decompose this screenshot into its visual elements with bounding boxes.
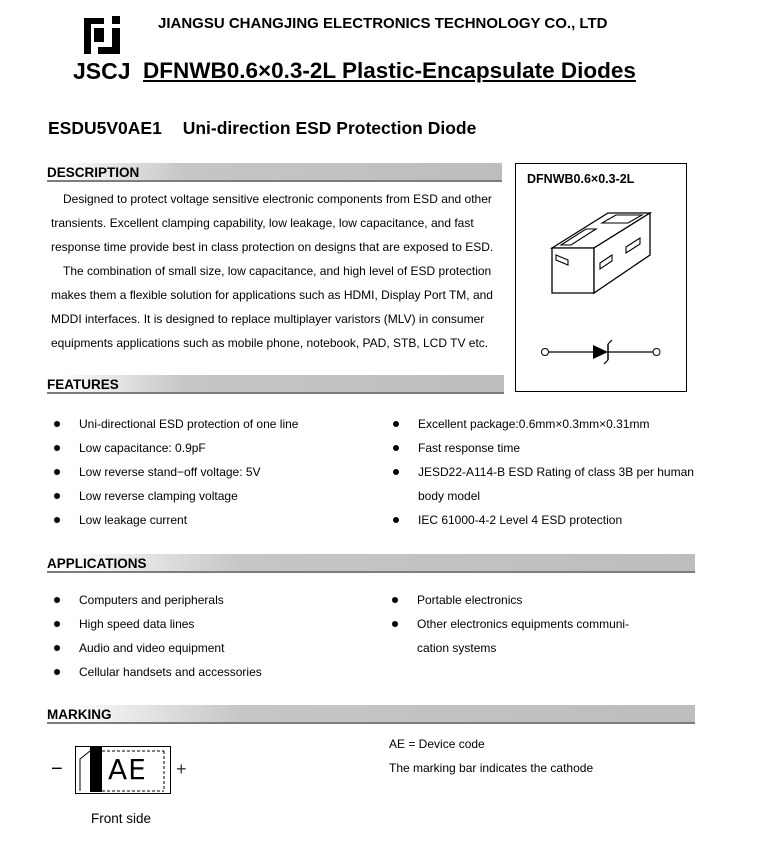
bullet-icon [54, 669, 60, 675]
bullet-icon [54, 621, 60, 627]
package-3d-icon [546, 205, 656, 300]
bullet-icon [54, 445, 60, 451]
list-item: Uni-directional ESD protection of one line [49, 412, 298, 436]
company-name: JIANGSU CHANGJING ELECTRONICS TECHNOLOGY CO., LTD [158, 15, 608, 32]
list-item-continuation: cation systems [417, 641, 497, 655]
company-logo-icon [84, 16, 128, 56]
logo-text: JSCJ [73, 58, 131, 84]
bullet-icon [393, 517, 399, 523]
list-item: Cellular handsets and accessories [49, 660, 262, 684]
list-item: IEC 61000-4-2 Level 4 ESD protection [388, 508, 694, 532]
list-item: Excellent package:0.6mm×0.3mm×0.31mm [388, 412, 694, 436]
bullet-icon [54, 493, 60, 499]
list-item: Fast response time [388, 436, 694, 460]
list-item: Audio and video equipment [49, 636, 262, 660]
features-heading: FEATURES [47, 375, 504, 394]
list-item: Portable electronics [387, 588, 629, 612]
list-item: Low leakage current [49, 508, 298, 532]
bullet-icon [392, 597, 398, 603]
part-title [48, 118, 476, 139]
list-item: Other electronics equipments communi- [387, 612, 629, 636]
bullet-icon [54, 517, 60, 523]
front-side-label: Front side [91, 811, 152, 826]
minus-sign: − [51, 758, 63, 780]
list-item-continuation: body model [418, 489, 481, 503]
bullet-icon [393, 421, 399, 427]
applications-heading: APPLICATIONS [47, 554, 695, 573]
package-figure-title: DFNWB0.6×0.3-2L [527, 172, 635, 186]
applications-list-right [387, 588, 629, 660]
bullet-icon [54, 597, 60, 603]
bullet-icon [392, 621, 398, 627]
bullet-icon [54, 421, 60, 427]
features-list-left [49, 412, 298, 532]
package-title: DFNWB0.6×0.3-2L Plastic-Encapsulate Diodes [143, 58, 636, 83]
marking-note-bar: The marking bar indicates the cathode [389, 761, 594, 775]
bullet-icon [54, 645, 60, 651]
description-heading: DESCRIPTION [47, 163, 502, 182]
marking-heading: MARKING [47, 705, 695, 724]
plus-sign: + [176, 759, 187, 779]
applications-list-left [49, 588, 262, 684]
list-item: Low capacitance: 0.9pF [49, 436, 298, 460]
features-list-right [388, 412, 694, 532]
bullet-icon [54, 469, 60, 475]
bullet-icon [393, 469, 399, 475]
bullet-icon [393, 445, 399, 451]
part-description: Uni-direction ESD Protection Diode [182, 118, 477, 138]
tvs-diode-symbol-icon [538, 335, 664, 369]
device-code: AE [108, 753, 147, 786]
description-paragraph-1: Designed to protect voltage sensitive electronic components from ESD and other transients. Excellent clamping capability, low leakage, low capacitance, and fast response time provide best in class protection on designs that are exposed to ESD. The combination of small size, low capacitance, and high level of ESD protection makes them a flexible solution for applications such as HDMI, Display Port TM, and MDDI interfaces. It is designed to replace multiplayer varistors (MLV) in consumer equipments applications such as mobile phone, notebook, PAD, STB, LCD TV etc. [51, 192, 494, 350]
list-item: Computers and peripherals [49, 588, 262, 612]
list-item: JESD22-A114-B ESD Rating of class 3B per human [388, 460, 694, 484]
part-number: ESDU5V0AE1 [48, 118, 162, 138]
list-item: Low reverse stand−off voltage: 5V [49, 460, 298, 484]
marking-chip [75, 746, 171, 794]
list-item: Low reverse clamping voltage [49, 484, 298, 508]
list-item: High speed data lines [49, 612, 262, 636]
marking-note-code: AE = Device code [389, 737, 485, 751]
